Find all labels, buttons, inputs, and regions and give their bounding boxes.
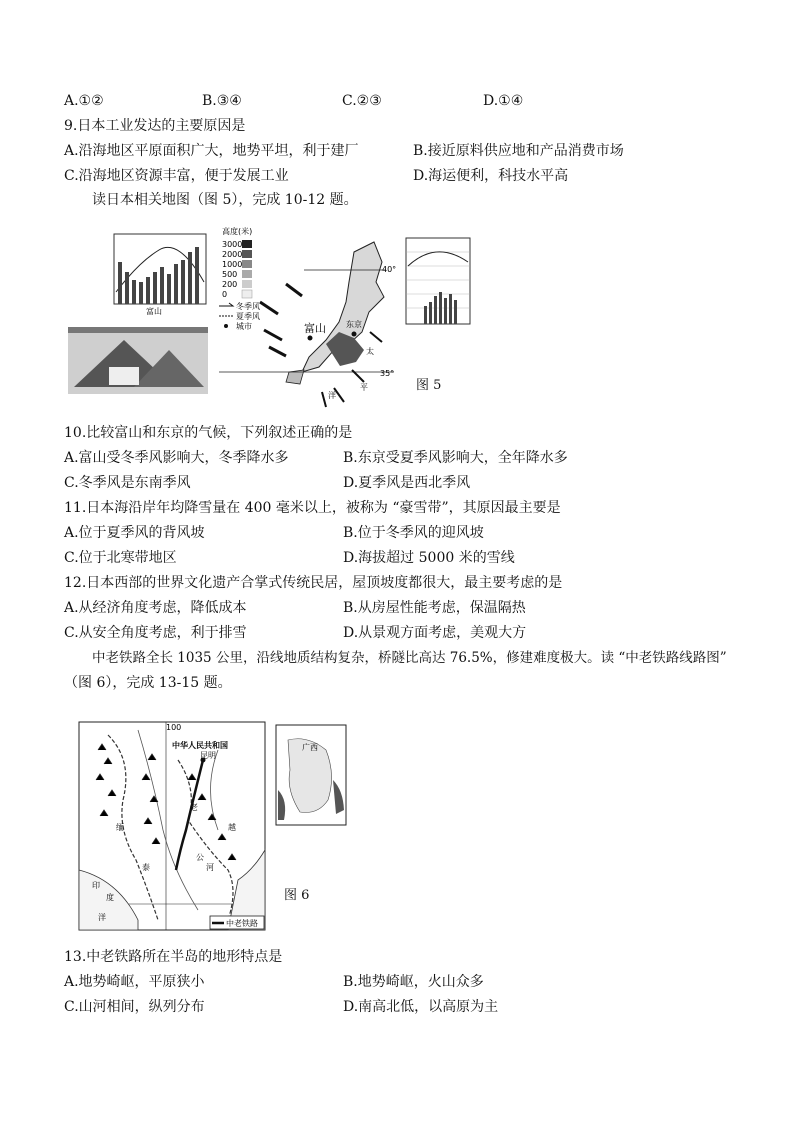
climate-left-label: 富山	[146, 307, 162, 316]
q11-option-c: C.位于北寒带地区	[64, 550, 177, 566]
climate-chart-left	[114, 234, 206, 316]
figure-6-caption: 图 6	[284, 888, 310, 903]
svg-text:200: 200	[222, 280, 238, 289]
q9-option-b: B.接近原料供应地和产品消费市场	[413, 143, 624, 159]
q12-option-d: D.从景观方面考虑，美观大方	[343, 625, 527, 641]
svg-text:太: 太	[366, 347, 374, 356]
svg-text:泰: 泰	[142, 863, 150, 872]
q13-option-d: D.南高北低，以高原为主	[343, 999, 499, 1015]
q9-option-a: A.沿海地区平原面积广大，地势平坦，利于建厂	[64, 143, 359, 159]
svg-text:1000: 1000	[222, 260, 243, 269]
svg-text:公: 公	[196, 853, 204, 862]
q11-stem: 11.日本海沿岸年均降雪量在 400 毫米以上，被称为 “豪雪带”，其原因最主要是	[64, 500, 561, 516]
svg-text:冬季风: 冬季风	[236, 302, 260, 311]
q13-option-b: B.地势崎岖，火山众多	[343, 974, 484, 990]
lon-100-label: 100	[166, 723, 182, 732]
q8-option-c: C.②③	[342, 93, 382, 109]
q8-option-a: A.①②	[64, 93, 104, 109]
q8-option-b: B.③④	[202, 93, 242, 109]
q13-option-c: C.山河相间，纵列分布	[64, 999, 205, 1015]
q13-stem: 13.中老铁路所在半岛的地形特点是	[64, 949, 283, 965]
svg-text:老: 老	[190, 803, 198, 812]
svg-text:平: 平	[360, 383, 368, 392]
q13-option-a: A.地势崎岖，平原狭小	[64, 974, 205, 990]
q10-option-d: D.夏季风是西北季风	[343, 475, 471, 491]
tokyo-label: 东京	[346, 320, 362, 329]
toyama-label: 富山	[304, 322, 326, 335]
q9-stem: 9.日本工业发达的主要原因是	[64, 118, 246, 134]
q8-option-d: D.①④	[483, 93, 524, 109]
legend-title: 高度(米)	[222, 227, 253, 236]
svg-text:夏季风: 夏季风	[236, 312, 260, 321]
lat-35-label: 35°	[380, 369, 395, 378]
climate-chart-right	[406, 238, 470, 324]
china-label: 中华人民共和国	[172, 741, 228, 750]
q12-option-c: C.从安全角度考虑，利于排雪	[64, 625, 247, 641]
svg-text:河: 河	[206, 863, 214, 872]
svg-text:洋: 洋	[98, 913, 106, 922]
kunming-label: 昆明	[200, 751, 216, 760]
q12-option-b: B.从房屋性能考虑，保温隔热	[343, 600, 526, 616]
figure-5	[64, 222, 474, 412]
q12-stem: 12.日本西部的世界文化遗产合掌式传统民居，屋顶坡度都很大，最主要考虑的是	[64, 575, 563, 591]
q12-option-a: A.从经济角度考虑，降低成本	[64, 600, 247, 616]
svg-text:印: 印	[92, 881, 100, 890]
intro-13-15-line1: 中老铁路全长 1035 公里，沿线地质结构复杂，桥隧比高达 76.5%，修建难度极大。读 “中老铁路线路图”	[92, 650, 727, 666]
svg-text:度: 度	[106, 893, 114, 902]
q10-option-b: B.东京受夏季风影响大，全年降水多	[343, 450, 568, 466]
svg-text:城市: 城市	[236, 322, 252, 331]
svg-text:2000: 2000	[222, 250, 243, 259]
altitude-legend	[219, 226, 260, 331]
inset-map	[276, 725, 346, 825]
svg-text:缅: 缅	[116, 823, 124, 832]
svg-text:3000: 3000	[222, 240, 243, 249]
winter-monsoon-arrows	[260, 284, 302, 356]
figure-5-caption: 图 5	[416, 378, 442, 393]
q9-option-c: C.沿海地区资源丰富，便于发展工业	[64, 168, 289, 184]
intro-10-12: 读日本相关地图（图 5），完成 10-12 题。	[92, 192, 358, 208]
q9-option-d: D.海运便利，科技水平高	[413, 168, 569, 184]
intro-13-15-line2: （图 6），完成 13-15 题。	[64, 675, 232, 691]
lat-40-label: 40°	[382, 265, 397, 274]
svg-text:0: 0	[222, 290, 228, 299]
railway-legend: 中老铁路	[226, 919, 258, 928]
q10-stem: 10.比较富山和东京的气候，下列叙述正确的是	[64, 425, 353, 441]
railway-map	[79, 722, 265, 930]
gassho-house-image	[68, 330, 208, 394]
svg-text:500: 500	[222, 270, 238, 279]
q10-option-a: A.富山受冬季风影响大，冬季降水多	[64, 450, 289, 466]
q11-option-b: B.位于冬季风的迎风坡	[343, 525, 484, 541]
q11-option-a: A.位于夏季风的背风坡	[64, 525, 205, 541]
svg-text:越: 越	[228, 823, 236, 832]
svg-text:洋: 洋	[328, 391, 336, 400]
q11-option-d: D.海拔超过 5000 米的雪线	[343, 550, 515, 566]
svg-text:广西: 广西	[302, 743, 318, 752]
q10-option-c: C.冬季风是东南季风	[64, 475, 191, 491]
